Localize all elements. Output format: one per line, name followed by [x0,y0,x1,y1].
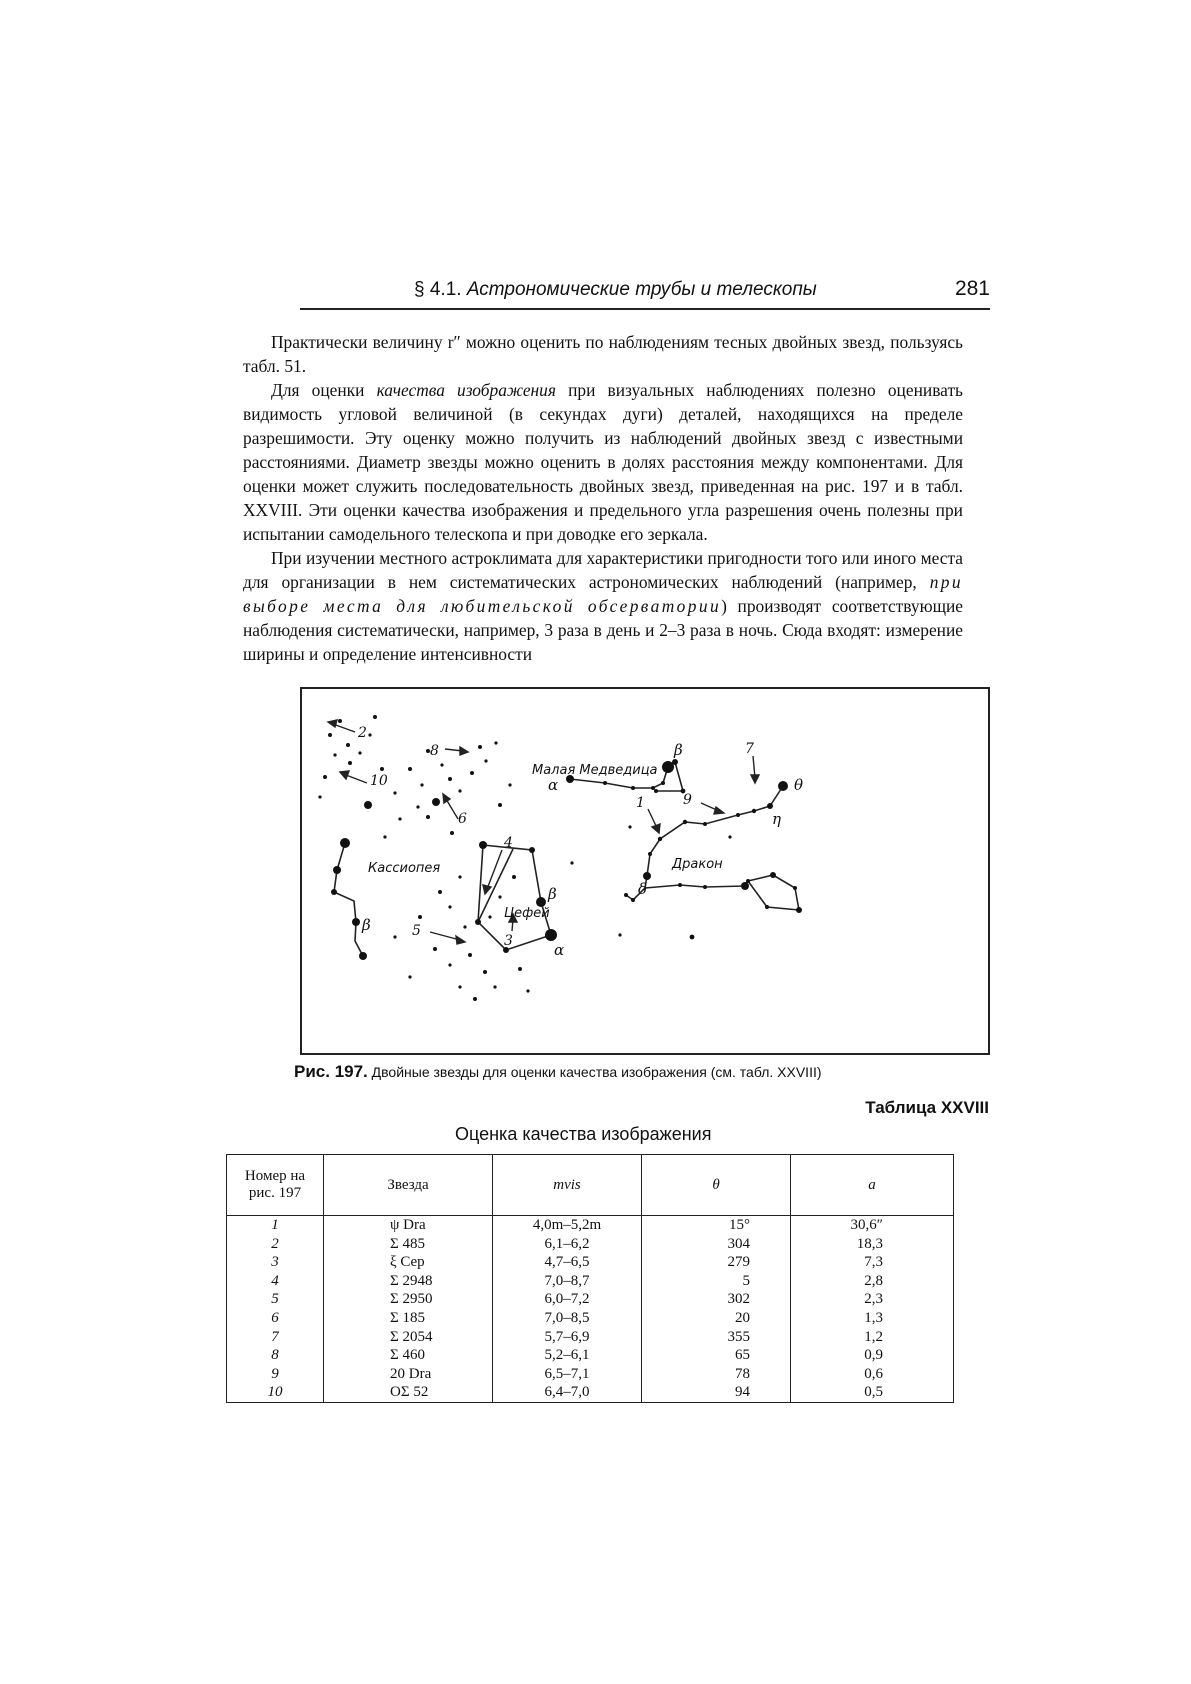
cell-number: 4 [227,1272,324,1291]
cell-separation: 2,3 [791,1290,954,1309]
image-quality-table [226,1154,954,1403]
cell-theta: 279 [642,1253,791,1272]
cell-star: Σ 2950 [324,1290,493,1309]
header-rule [300,308,990,310]
cell-star: 20 Dra [324,1365,493,1384]
paragraph-2-start: Для оценки [271,380,377,400]
figure-caption-text: Двойные звезды для оценки качества изображения (см. табл. XXVIII) [371,1064,822,1080]
arrow-4-head [483,885,491,894]
star-draco-tail [741,882,749,890]
table-header-row [227,1155,954,1216]
arrow-10-head [340,771,349,779]
faint-star [483,970,487,974]
header-magnitude: mvis [493,1155,642,1216]
label-number-2: 2 [358,725,367,741]
label-ursa-minor: Малая Медведица [532,763,658,778]
cell-star: OΣ 52 [324,1383,493,1402]
star-cepheus-zeta [475,919,481,925]
cell-star: Σ 185 [324,1309,493,1328]
label-number-6: 6 [458,811,467,827]
paragraph-3-emphasis: при выборе места для любительской обсерватории [243,572,963,616]
faint-star [703,885,707,889]
faint-star [618,933,621,936]
faint-star [328,733,332,737]
faint-star [752,809,756,813]
table-row [227,1309,954,1328]
cell-theta: 302 [642,1290,791,1309]
table-row [227,1328,954,1347]
faint-star [570,861,573,864]
cell-magnitude: 6,0–7,2 [493,1290,642,1309]
cell-separation: 18,3 [791,1235,954,1254]
arrow-5-head [456,936,465,944]
table-row [227,1346,954,1365]
label-beta-cepheus: β [548,885,557,903]
arrow-1-head [652,824,660,833]
faint-star [498,803,502,807]
faint-star [426,815,430,819]
faint-star [658,837,662,841]
label-delta: δ [638,880,648,898]
faint-star [323,775,327,779]
paragraph-3-start: При изучении местного астроклимата для характеристики пригодности того или иного места для организации в нем систематических астрономических наблюдений (например, [243,548,963,592]
faint-star [433,947,437,951]
cell-theta: 78 [642,1365,791,1384]
faint-star [448,777,452,781]
faint-star [678,883,682,887]
header-theta: θ [642,1155,791,1216]
star-field-1 [364,801,372,809]
faint-star [512,875,516,879]
figure-caption [294,1062,994,1082]
table-label: Таблица XXVIII [865,1098,989,1117]
faint-star [448,905,451,908]
arrow-6 [446,799,458,819]
faint-star [458,985,461,988]
label-beta-cassiopeia: β [362,916,371,934]
faint-star [398,817,401,820]
cell-separation: 1,3 [791,1309,954,1328]
star-ursa-minor-gamma [672,759,678,765]
faint-star [493,985,496,988]
header-separation: a [791,1155,954,1216]
header-number: Номер на рис. 197 [227,1155,324,1216]
faint-star [368,733,371,736]
star-cassiopeia-1 [340,838,350,848]
faint-star [333,753,336,756]
cell-number: 9 [227,1365,324,1384]
cell-star: Σ 2948 [324,1272,493,1291]
faint-star [488,915,491,918]
arrow-7-head [751,775,759,783]
constellation-lines [334,762,799,956]
label-draco: Дракон [672,857,723,872]
label-number-4: 4 [504,835,513,851]
bright-stars [331,759,802,960]
faint-star [494,741,497,744]
label-number-9: 9 [683,792,692,808]
faint-star [654,789,658,793]
faint-star [498,895,501,898]
arrow-2-head [328,720,337,727]
cell-theta: 94 [642,1383,791,1402]
cell-number: 10 [227,1383,324,1402]
faint-star [703,822,707,826]
arrow-8-head [460,747,468,755]
cell-magnitude: 4,7–6,5 [493,1253,642,1272]
cell-separation: 7,3 [791,1253,954,1272]
cell-separation: 2,8 [791,1272,954,1291]
running-header [300,273,990,313]
star-cepheus-alpha [545,929,557,941]
faint-star [628,825,631,828]
faint-star [463,925,466,928]
star-cepheus-top-left [479,841,487,849]
faint-star [418,915,422,919]
cell-theta: 65 [642,1346,791,1365]
star-chart [300,687,990,1055]
faint-star [736,813,740,817]
table-row [227,1235,954,1254]
faint-star [631,786,635,790]
figure-caption-label: Рис. 197. [294,1062,368,1081]
arrow-2 [333,724,355,732]
cell-magnitude: 5,2–6,1 [493,1346,642,1365]
label-theta: θ [794,776,804,794]
star-cassiopeia-3 [331,889,337,895]
label-number-7: 7 [745,741,754,757]
faint-star [408,975,411,978]
page-number: 281 [954,277,990,300]
cell-number: 3 [227,1253,324,1272]
faint-star [526,989,529,992]
cell-star: ξ Cep [324,1253,493,1272]
cell-magnitude: 4,0m–5,2m [493,1216,642,1235]
cell-star: Σ 485 [324,1235,493,1254]
paragraph-1: Практически величину r″ можно оценить по наблюдениям тесных двойных звезд, пользуясь табл. 51. [243,332,963,376]
label-number-8: 8 [430,743,439,759]
faint-star [393,791,396,794]
draco-body-line [626,786,783,900]
star-cassiopeia-2 [333,866,341,874]
arrow-10 [346,775,367,783]
paragraph-2 [243,378,963,546]
cell-magnitude: 7,0–8,7 [493,1272,642,1291]
label-number-3: 3 [504,933,513,949]
cell-theta: 304 [642,1235,791,1254]
faint-star [416,805,419,808]
star-draco-eta [767,803,773,809]
star-cassiopeia-beta [352,918,360,926]
label-number-10: 10 [370,773,388,789]
table-body [227,1216,954,1403]
number-labels [357,725,754,949]
table-title: Оценка качества изображения [455,1124,712,1144]
faint-star [358,751,361,754]
cell-number: 6 [227,1309,324,1328]
arrow-4 [487,850,502,889]
table-row [227,1383,954,1402]
paragraph-2-rest: при визуальных наблюдениях полезно оценивать видимость угловой величиной (в секундах дуги) деталей, находящихся на пределе разрешимости. Эту оценку можно получить из наблюдений двойных звезд с известными расстояниями. Диаметр звезды можно оценить в долях расстояния между компонентами. Для оценки может служить последовательность двойных звезд, приведенная на рис. 197 и в табл. XXVIII. Эти оценки качества изображения и предельного угла разрешения очень полезны при испытании самодельного телескопа и при доводке его зеркала. [243,380,963,544]
cell-theta: 15° [642,1216,791,1235]
faint-star [380,767,384,771]
star-chart-figure [300,687,990,1055]
star-draco-head-2 [796,907,802,913]
label-eta: η [772,810,781,828]
arrow-9-head [714,807,724,814]
cell-number: 5 [227,1290,324,1309]
faint-star [518,967,522,971]
faint-star [508,783,511,786]
cell-number: 8 [227,1346,324,1365]
body-text [243,330,963,666]
faint-star [690,935,695,940]
faint-star [393,935,396,938]
cell-separation: 1,2 [791,1328,954,1347]
cell-star: ψ Dra [324,1216,493,1235]
star-field-2 [432,798,440,806]
cell-magnitude: 7,0–8,5 [493,1309,642,1328]
header-star: Звезда [324,1155,493,1216]
table-row [227,1272,954,1291]
cell-separation: 30,6″ [791,1216,954,1235]
section-heading [414,279,817,301]
cell-separation: 0,9 [791,1346,954,1365]
cell-separation: 0,5 [791,1383,954,1402]
faint-star [746,879,750,883]
faint-star [728,835,731,838]
faint-star [383,835,386,838]
label-alpha-cepheus: α [554,941,565,959]
paragraph-3-rest: ) производят соответствующие наблюдения систематически, например, 3 раза в день и 2–3 раза в ночь. Сюда входят: измерение ширины и определение интенсивности [243,596,963,664]
faint-star [651,786,655,790]
draco-head-polygon [748,875,799,910]
faint-star [648,852,652,856]
star-cassiopeia-5 [359,952,367,960]
chart-labels [368,763,723,921]
draco-tail-line [645,885,745,888]
cell-theta: 355 [642,1328,791,1347]
cell-magnitude: 6,5–7,1 [493,1365,642,1384]
cell-number: 1 [227,1216,324,1235]
arrow-6-head [443,794,450,803]
section-number: § 4.1. [414,279,462,300]
star-draco-delta [643,872,651,880]
faint-star [631,898,635,902]
cell-theta: 20 [642,1309,791,1328]
table-row [227,1365,954,1384]
faint-star [478,745,482,749]
cell-magnitude: 5,7–6,9 [493,1328,642,1347]
label-number-5: 5 [412,923,421,939]
cell-magnitude: 6,1–6,2 [493,1235,642,1254]
faint-star [348,761,352,765]
faint-star [440,763,443,766]
cell-number: 2 [227,1235,324,1254]
label-alpha-ursa: α [548,776,559,794]
label-beta-ursa: β [674,741,683,759]
faint-star [683,820,687,824]
faint-star [438,890,442,894]
table-row [227,1290,954,1309]
cell-number: 7 [227,1328,324,1347]
faint-star [318,795,321,798]
faint-star [420,783,423,786]
section-title: Астрономические трубы и телескопы [466,279,817,300]
cell-theta: 5 [642,1272,791,1291]
faint-star [473,997,477,1001]
faint-star [484,759,487,762]
faint-star [468,953,472,957]
table-row [227,1216,954,1235]
cell-star: Σ 2054 [324,1328,493,1347]
faint-star [448,963,451,966]
table-row [227,1253,954,1272]
cell-separation: 0,6 [791,1365,954,1384]
faint-star [450,831,454,835]
label-cassiopeia: Кассиопея [368,861,441,876]
faint-star [346,743,350,747]
label-number-1: 1 [636,795,645,811]
cassiopeia-line [334,843,363,956]
cell-magnitude: 6,4–7,0 [493,1383,642,1402]
faint-star [458,875,461,878]
cell-star: Σ 460 [324,1346,493,1365]
faint-star [661,781,665,785]
faint-star [458,789,461,792]
faint-star [470,771,474,775]
faint-star [373,715,377,719]
faint-star [338,719,342,723]
faint-star [603,781,607,785]
label-cepheus: Цефей [504,906,550,921]
star-draco-theta-region [778,781,788,791]
paragraph-3 [243,546,963,666]
star-draco-head-1 [770,872,776,878]
star-cepheus-top-right [529,847,535,853]
faint-star [624,893,628,897]
faint-star [793,886,797,890]
faint-star [408,767,412,771]
faint-star [765,905,769,909]
paragraph-2-emphasis: качества изображения [376,380,556,400]
